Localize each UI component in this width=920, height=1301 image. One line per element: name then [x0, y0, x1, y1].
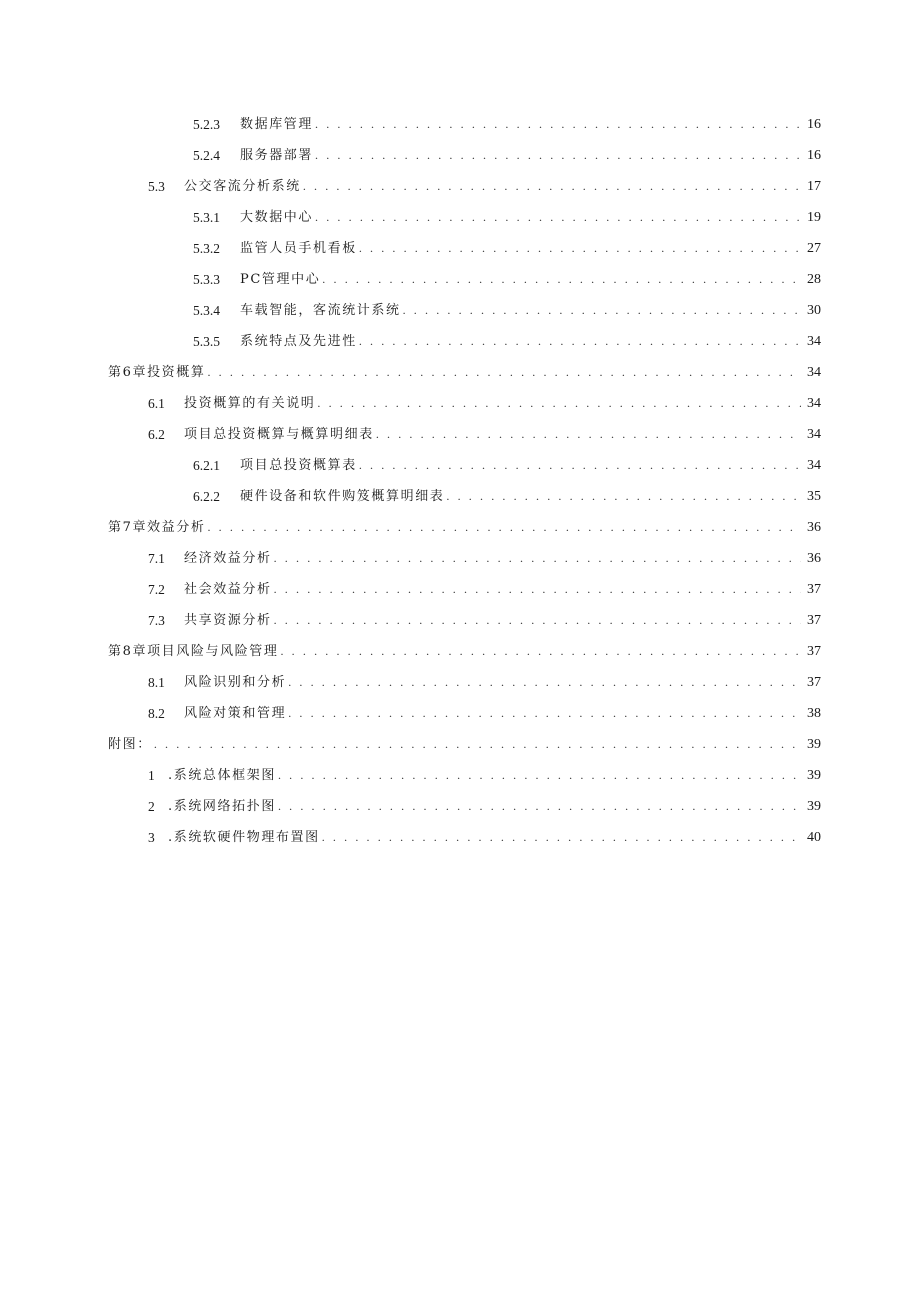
toc-entry-title: .系统网络拓扑图 [168, 799, 276, 814]
toc-entry-number: 1 [148, 768, 155, 783]
toc-entry-5-3-5[interactable] [0, 326, 920, 357]
toc-entry-page: 39 [807, 799, 821, 814]
toc-entry-appendix[interactable] [0, 729, 920, 760]
toc-entry-title: .系统软硬件物理布置图 [168, 830, 320, 845]
toc-entry-page: 17 [807, 179, 821, 194]
toc-entry-title: 硬件设备和软件购笈概算明细表 [240, 489, 445, 504]
toc-entry-number: 7.1 [148, 551, 165, 566]
dot-leader [376, 419, 801, 450]
toc-entry-8-2[interactable] [0, 698, 920, 729]
toc-entry-page: 34 [807, 396, 821, 411]
toc-entry-6-2[interactable] [0, 419, 920, 450]
toc-entry-title: 系统特点及先进性 [240, 334, 357, 349]
toc-entry-6-2-1[interactable] [0, 450, 920, 481]
dot-leader [315, 140, 801, 171]
toc-entry-page: 39 [807, 737, 821, 752]
toc-entry-page: 34 [807, 334, 821, 349]
toc-entry-title: 大数据中心 [240, 210, 314, 225]
toc-entry-number: 6.2.2 [193, 489, 220, 504]
toc-entry-page: 36 [807, 520, 821, 535]
dot-leader [403, 295, 801, 326]
toc-entry-7-2[interactable] [0, 574, 920, 605]
toc-entry-title: 社会效益分析 [184, 582, 272, 597]
dot-leader [278, 791, 801, 822]
toc-entry-title: 共享资源分析 [184, 613, 272, 628]
toc-entry-7-3[interactable] [0, 605, 920, 636]
toc-entry-page: 16 [807, 148, 821, 163]
toc-entry-5-3-4[interactable] [0, 295, 920, 326]
dot-leader [274, 605, 801, 636]
dot-leader [315, 202, 801, 233]
toc-entry-page: 37 [807, 644, 821, 659]
dot-leader [154, 729, 801, 760]
toc-entry-number: 5.2.4 [193, 148, 220, 163]
toc-entry-title: 服务器部署 [240, 148, 314, 163]
toc-entry-number: 8.1 [148, 675, 165, 690]
dot-leader [274, 543, 801, 574]
toc-entry-5-3-2[interactable] [0, 233, 920, 264]
dot-leader [278, 760, 801, 791]
toc-entry-title: 附图： [108, 737, 152, 752]
toc-entry-page: 40 [807, 830, 821, 845]
toc-entry-title: 风险识别和分析 [184, 675, 287, 690]
toc-entry-number: 6.2 [148, 427, 165, 442]
toc-entry-page: 28 [807, 272, 821, 287]
toc-entry-number: 8.2 [148, 706, 165, 721]
toc-entry-title: 投资概算的有关说明 [184, 396, 316, 411]
toc-entry-page: 37 [807, 582, 821, 597]
toc-entry-number: 5.3.3 [193, 272, 220, 287]
toc-entry-number: 5.3 [148, 179, 165, 194]
toc-entry-title: PC管理中心 [240, 272, 321, 287]
toc-entry-chapter-8[interactable] [0, 636, 920, 667]
dot-leader [303, 171, 801, 202]
toc-entry-number: 5.2.3 [193, 117, 220, 132]
toc-entry-title: 公交客流分析系统 [184, 179, 301, 194]
dot-leader [274, 574, 801, 605]
toc-entry-page: 27 [807, 241, 821, 256]
toc-entry-5-3[interactable] [0, 171, 920, 202]
toc-entry-6-2-2[interactable] [0, 481, 920, 512]
toc-entry-8-1[interactable] [0, 667, 920, 698]
dot-leader [317, 388, 801, 419]
toc-entry-chapter-6[interactable] [0, 357, 920, 388]
toc-entry-title: 车载智能，客流统计系统 [240, 303, 401, 318]
toc-entry-5-2-3[interactable] [0, 109, 920, 140]
dot-leader [207, 357, 801, 388]
dot-leader [359, 450, 801, 481]
toc-entry-number: 7.2 [148, 582, 165, 597]
toc-entry-title: 第7章效益分析 [108, 520, 206, 535]
toc-entry-7-1[interactable] [0, 543, 920, 574]
toc-entry-title: 项目总投资概算表 [240, 458, 357, 473]
toc-entry-number: 5.3.1 [193, 210, 220, 225]
dot-leader [446, 481, 801, 512]
toc-entry-chapter-7[interactable] [0, 512, 920, 543]
toc-entry-number: 5.3.5 [193, 334, 220, 349]
dot-leader [322, 822, 801, 853]
toc-entry-page: 36 [807, 551, 821, 566]
toc-entry-page: 35 [807, 489, 821, 504]
toc-entry-number: 3 [148, 830, 155, 845]
toc-entry-5-3-3[interactable] [0, 264, 920, 295]
toc-entry-title: 监管人员手机看板 [240, 241, 357, 256]
toc-entry-title: 风险对策和管理 [184, 706, 287, 721]
dot-leader [207, 512, 801, 543]
table-of-contents [0, 109, 920, 853]
toc-entry-figure-3[interactable] [0, 822, 920, 853]
toc-entry-number: 5.3.2 [193, 241, 220, 256]
toc-entry-number: 6.1 [148, 396, 165, 411]
toc-entry-page: 34 [807, 365, 821, 380]
toc-entry-page: 38 [807, 706, 821, 721]
dot-leader [280, 636, 801, 667]
toc-entry-5-3-1[interactable] [0, 202, 920, 233]
toc-entry-title: 第8章项目风险与风险管理 [108, 644, 279, 659]
toc-entry-page: 19 [807, 210, 821, 225]
toc-entry-number: 5.3.4 [193, 303, 220, 318]
toc-entry-title: 数据库管理 [240, 117, 314, 132]
dot-leader [359, 326, 801, 357]
toc-entry-page: 39 [807, 768, 821, 783]
toc-entry-number: 6.2.1 [193, 458, 220, 473]
toc-entry-page: 37 [807, 613, 821, 628]
dot-leader [288, 698, 801, 729]
toc-entry-page: 30 [807, 303, 821, 318]
toc-entry-title: 第6章投资概算 [108, 365, 206, 380]
dot-leader [359, 233, 801, 264]
toc-entry-6-1[interactable] [0, 388, 920, 419]
toc-entry-title: 项目总投资概算与概算明细表 [184, 427, 374, 442]
toc-entry-title: .系统总体框架图 [168, 768, 276, 783]
toc-entry-number: 2 [148, 799, 155, 814]
toc-entry-5-2-4[interactable] [0, 140, 920, 171]
dot-leader [315, 109, 801, 140]
toc-entry-title: 经济效益分析 [184, 551, 272, 566]
dot-leader [288, 667, 801, 698]
toc-entry-page: 34 [807, 458, 821, 473]
dot-leader [322, 264, 801, 295]
toc-entry-figure-2[interactable] [0, 791, 920, 822]
toc-entry-page: 16 [807, 117, 821, 132]
toc-entry-figure-1[interactable] [0, 760, 920, 791]
toc-entry-page: 37 [807, 675, 821, 690]
toc-entry-page: 34 [807, 427, 821, 442]
toc-entry-number: 7.3 [148, 613, 165, 628]
